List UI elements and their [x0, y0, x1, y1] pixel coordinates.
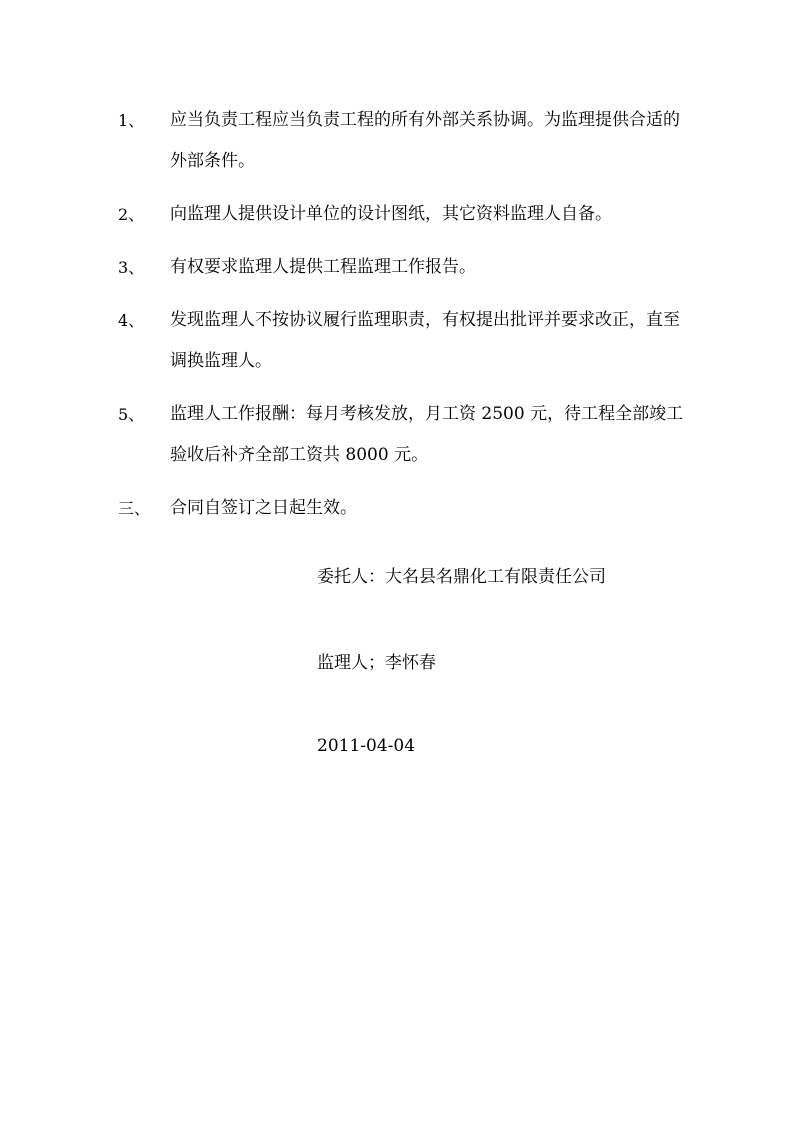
clause-text: 有权要求监理人提供工程监理工作报告。: [170, 257, 476, 277]
client-signature-line: 委托人：大名县名鼎化工有限责任公司: [317, 567, 606, 587]
clause-number: 3、: [118, 258, 145, 277]
clause-text: 合同自签订之日起生效。: [170, 498, 357, 518]
clause-text: 发现监理人不按协议履行监理职责，有权提出批评并要求改正，直至调换监理人。: [170, 310, 680, 371]
clause-number: 1、: [118, 111, 145, 130]
clause-item-4: [118, 300, 708, 382]
clause-item-3: [118, 247, 708, 288]
clause-number: 三、: [118, 499, 151, 518]
clause-text: 监理人工作报酬：每月考核发放，月工资 2500 元，待工程全部竣工验收后补齐全部工资共 8000 元。: [170, 404, 684, 465]
clause-text: 向监理人提供设计单位的设计图纸，其它资料监理人自备。: [170, 204, 612, 224]
clause-item-1: [118, 100, 708, 182]
clause-item-2: [118, 194, 708, 235]
clause-text: 应当负责工程应当负责工程的所有外部关系协调。为监理提供合适的外部条件。: [170, 110, 680, 171]
supervisor-signature-line: 监理人；李怀春: [317, 653, 436, 673]
clause-item-5: [118, 394, 708, 476]
clause-number: 4、: [118, 311, 145, 330]
signature-date: 2011-04-04: [317, 736, 416, 756]
clause-number: 5、: [118, 405, 145, 424]
clause-number: 2、: [118, 205, 145, 224]
clause-item-effective: [118, 488, 708, 529]
clause-list: [118, 100, 708, 541]
